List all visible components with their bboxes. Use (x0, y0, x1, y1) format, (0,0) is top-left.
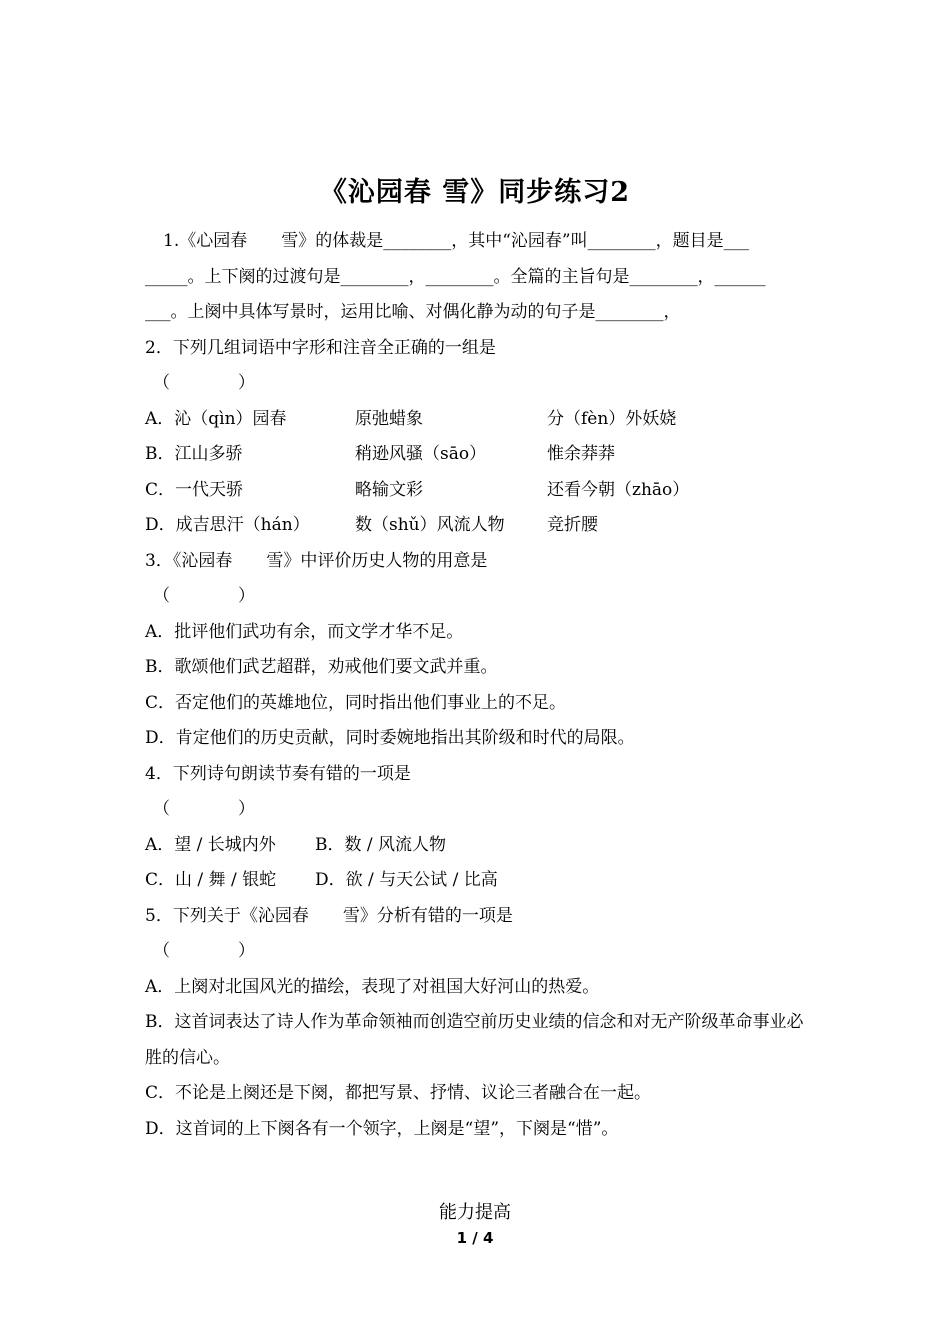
q2-answer-parens: （ ） (153, 373, 255, 393)
q2-option-b (145, 437, 810, 473)
q2-option-d-col3: 竞折腰 (547, 515, 598, 535)
q2-option-b-col2: 稍逊风骚（sāo） (355, 444, 487, 464)
q2-option-c-col1: C．一代天骄 (145, 479, 244, 500)
q2-option-a-col1: A．沁（qìn）园春 (145, 408, 287, 429)
q4-option-a: A．望 / 长城内外 (145, 834, 276, 855)
q2-option-d (145, 508, 810, 544)
q4-option-d: D．欲 / 与天公试 / 比高 (315, 870, 498, 890)
q5-stem: 5．下列关于《沁园春 雪》分析有错的一项是 (145, 905, 513, 926)
q2-option-a (145, 402, 810, 438)
q2-option-c-col3: 还看今朝（zhāo） (547, 479, 690, 500)
q2-option-a-col2: 原弛蜡象 (355, 408, 423, 429)
q3-answer-parens: （ ） (153, 586, 255, 606)
q3-option-a: A．批评他们武功有余，而文学才华不足。 (145, 621, 464, 642)
q5-option-d: D．这首词的上下阕各有一个领字，上阕是“望”，下阕是“惜”。 (145, 1118, 619, 1139)
q2-option-c (145, 473, 810, 509)
q3-option-b: B．歌颂他们武艺超群，劝戒他们要文武并重。 (145, 657, 498, 677)
q3-option-d: D．肯定他们的历史贡献，同时委婉地指出其阶级和时代的局限。 (145, 728, 635, 748)
q4-option-c: C．山 / 舞 / 银蛇 (145, 870, 277, 890)
q2-option-d-col2: 数（shǔ）风流人物 (355, 515, 505, 535)
q2-stem: 2．下列几组词语中字形和注音全正确的一组是 (145, 337, 496, 358)
q4-options-row-2 (145, 863, 810, 899)
page-title: 《沁园春 雪》同步练习2 (319, 177, 631, 208)
exercise-body (145, 224, 810, 1147)
q1-line-1: 1.《心园春 雪》的体裁是________，其中“沁园春”叫________，题目是___ (163, 231, 750, 251)
section-heading: 能力提高 (439, 1202, 511, 1223)
q1-line-2: _____。上下阕的过渡句是________，________。全篇的主旨句是________，______ (145, 266, 766, 287)
q1-line-3: ___。上阕中具体写景时，运用比喻、对偶化静为动的句子是________， (145, 302, 681, 322)
q4-option-b: B．数 / 风流人物 (315, 834, 447, 855)
q4-stem: 4．下列诗句朗读节奏有错的一项是 (145, 763, 411, 784)
q2-option-d-col1: D．成吉思汗（hán） (145, 515, 310, 535)
q2-option-a-col3: 分（fèn）外妖娆 (547, 408, 677, 429)
q4-options-row-1 (145, 828, 810, 864)
q5-answer-parens: （ ） (153, 941, 255, 961)
q4-answer-parens: （ ） (153, 799, 255, 819)
q3-stem: 3．《沁园春 雪》中评价历史人物的用意是 (145, 550, 488, 571)
q2-option-b-col1: B．江山多骄 (145, 444, 243, 464)
q5-option-a: A．上阕对北国风光的描绘，表现了对祖国大好河山的热爱。 (145, 976, 600, 997)
q2-option-c-col2: 略输文彩 (355, 479, 423, 500)
q2-option-b-col3: 惟余莽莽 (547, 444, 615, 464)
q3-option-c: C．否定他们的英雄地位，同时指出他们事业上的不足。 (145, 692, 567, 713)
q5-option-b: B．这首词表达了诗人作为革命领袖而创造空前历史业绩的信念和对无产阶级革命事业必胜的信心。 (145, 1012, 804, 1068)
q5-option-c: C．不论是上阕还是下阕，都把写景、抒情、议论三者融合在一起。 (145, 1083, 652, 1103)
page-number: 1 / 4 (456, 1229, 494, 1247)
